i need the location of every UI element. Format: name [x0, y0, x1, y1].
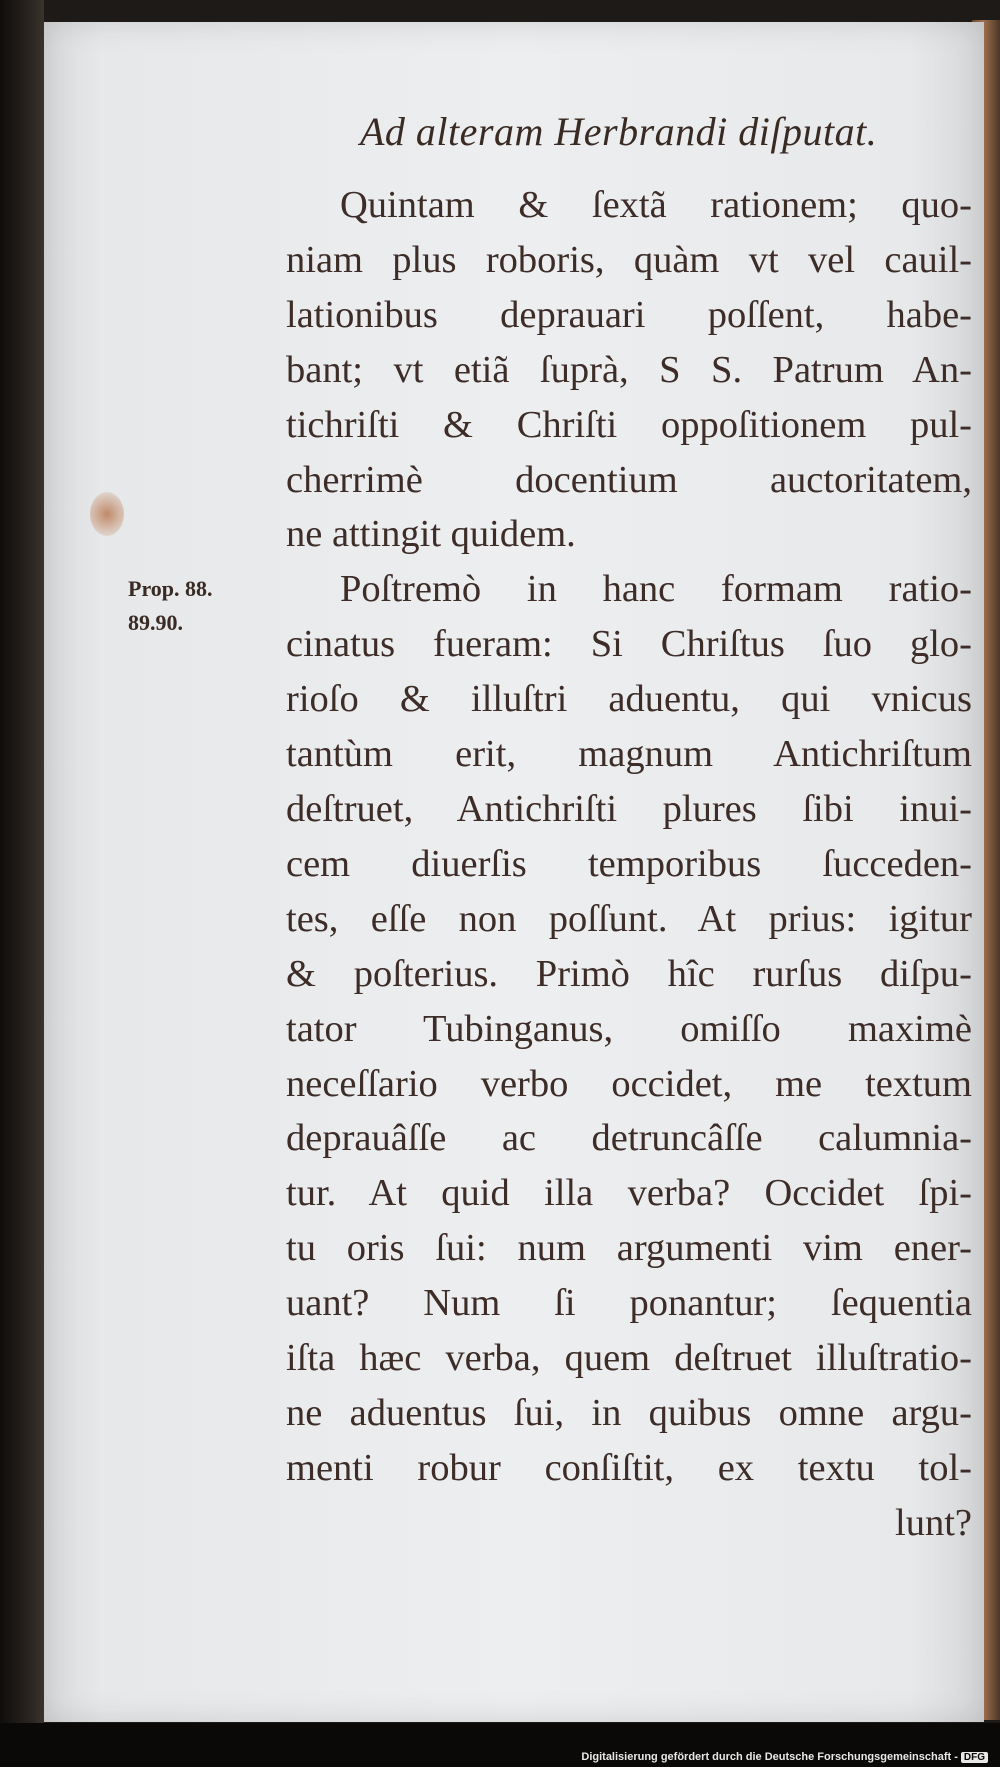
text-line: deprauâſſe ac detruncâſſe calumnia- — [286, 1117, 972, 1160]
credit-text: Digitalisierung gefördert durch die Deutsche Forschungsgemeinschaft - — [581, 1751, 958, 1763]
text-line: cherrimè docentium auctoritatem, — [286, 458, 972, 501]
marginal-note — [128, 572, 248, 640]
dfg-logo: DFG — [961, 1752, 988, 1763]
text-line: neceſſario verbo occidet, me textum — [286, 1062, 972, 1105]
text-line: & poſterius. Primò hîc rurſus diſpu- — [286, 952, 972, 995]
text-line: tantùm erit, magnum Antichriſtum — [286, 733, 972, 776]
text-line: tichriſti & Chriſti oppoſitionem pul- — [286, 403, 972, 446]
body-text — [286, 178, 972, 1551]
footer-bar — [0, 1723, 1000, 1767]
text-line: tes, eſſe non poſſunt. At prius: igitur — [286, 897, 972, 940]
text-line: Poſtremò in hanc formam ratio- — [340, 568, 972, 611]
text-line: Quintam & ſextã rationem; quo- — [340, 184, 972, 226]
text-line: ne attingit quidem. — [286, 513, 576, 556]
text-line: cem diuerſis temporibus ſucceden- — [286, 842, 972, 885]
text-line: tur. At quid illa verba? Occidet ſpi- — [286, 1172, 972, 1215]
running-head: Ad alteram Herbrandi diſputat. — [360, 109, 878, 154]
text-line: cinatus fueram: Si Chriſtus ſuo glo- — [286, 623, 972, 666]
text-line: niam plus roboris, quàm vt vel cauil- — [286, 238, 972, 281]
text-line: iſta hæc verba, quem deſtruet illuſtratio- — [286, 1337, 972, 1380]
digitization-credit — [581, 1751, 988, 1763]
text-line: tator Tubinganus, omiſſo maximè — [286, 1007, 972, 1050]
text-line: uant? Num ſi ponantur; ſequentia — [286, 1282, 972, 1325]
text-line: deſtruet, Antichriſti plures ſibi inui- — [286, 787, 972, 830]
text-line: lationibus deprauari poſſent, habe- — [286, 293, 972, 336]
text-line: rioſo & illuſtri aduentu, qui vnicus — [286, 678, 972, 721]
text-line: bant; vt etiã ſuprà, S S. Patrum An- — [286, 348, 972, 391]
text-line: menti robur conſiſtit, ex textu tol- — [286, 1446, 972, 1489]
scan-border-left — [0, 0, 44, 1767]
text-line: ne aduentus ſui, in quibus omne argu- — [286, 1391, 972, 1434]
paper-stain — [90, 492, 124, 536]
marginal-note-line: Prop. 88. — [128, 576, 213, 601]
catchword: lunt? — [895, 1501, 972, 1544]
marginal-note-line: 89.90. — [128, 610, 183, 635]
text-line: tu oris ſui: num argumenti vim ener- — [286, 1227, 972, 1270]
